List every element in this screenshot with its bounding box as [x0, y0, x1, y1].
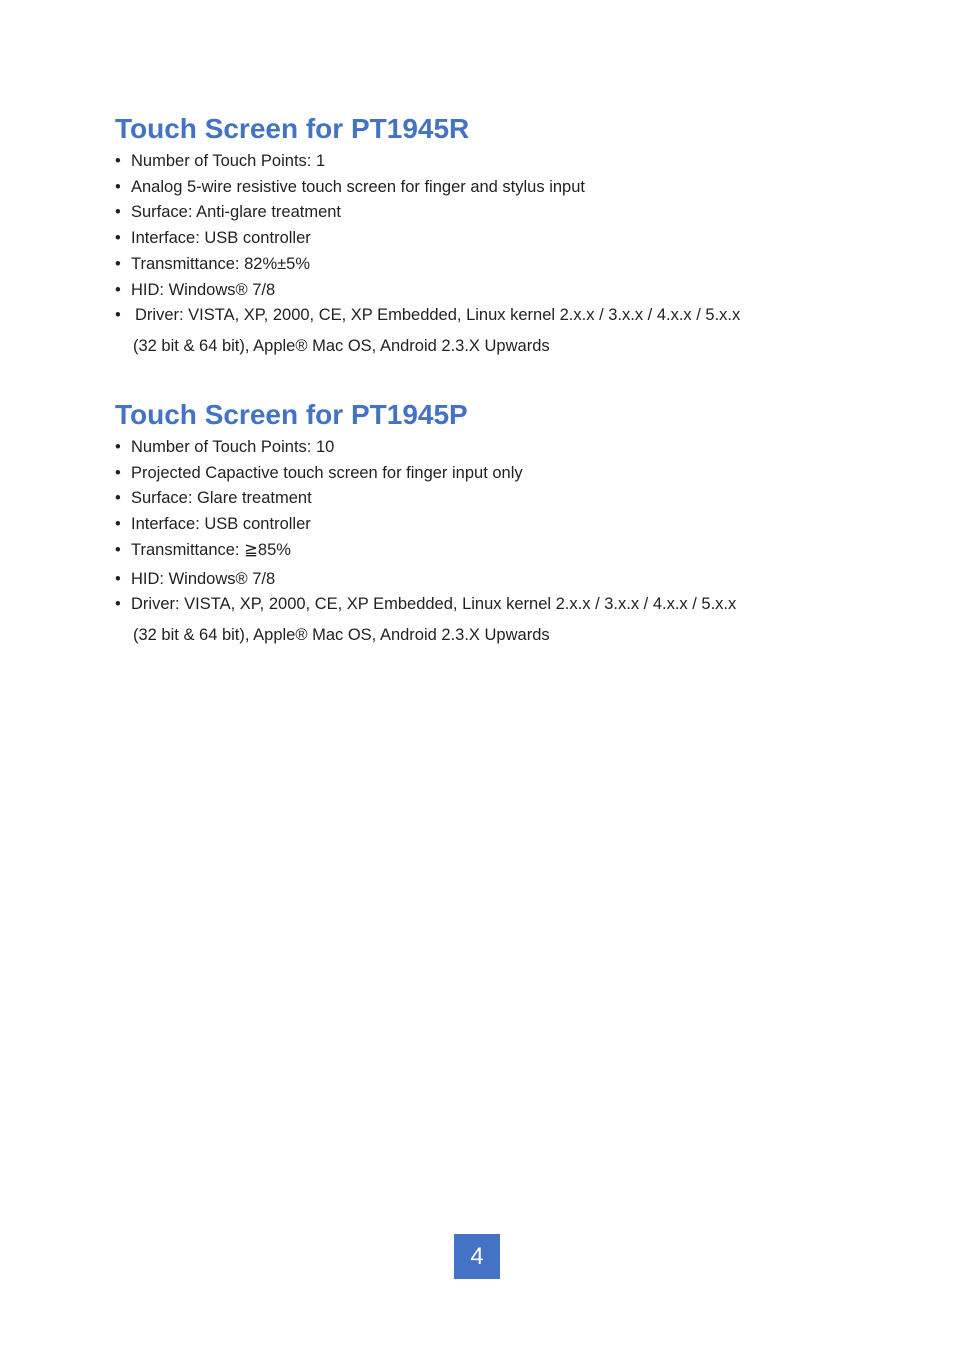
bullet-icon: •	[115, 254, 121, 273]
list-item: • Driver: VISTA, XP, 2000, CE, XP Embedded, Linux kernel 2.x.x / 3.x.x / 4.x.x / 5.x.x (32 bit & 64 bit), Apple® Mac OS, Android 2.3.X Upwards	[115, 592, 855, 650]
list-item: • Number of Touch Points: 10	[115, 435, 855, 461]
list-item: • Surface: Glare treatment	[115, 486, 855, 512]
bullet-icon: •	[115, 306, 121, 325]
list-item: • Transmittance: 82%±5%	[115, 252, 855, 278]
bullet-icon: •	[115, 438, 121, 456]
section-pt1945p	[115, 399, 855, 650]
bullet-icon: •	[115, 280, 121, 299]
list-item: • Interface: USB controller	[115, 512, 855, 538]
spec-list	[115, 435, 855, 650]
bullet-icon: •	[115, 152, 121, 170]
section-pt1945r	[115, 113, 855, 361]
bullet-icon: •	[115, 540, 121, 559]
bullet-icon: •	[115, 177, 121, 196]
bullet-icon: •	[115, 463, 121, 482]
bullet-icon: •	[115, 489, 121, 508]
bullet-icon: •	[115, 595, 121, 614]
section-title: Touch Screen for PT1945R	[115, 113, 470, 144]
list-item: • Projected Capactive touch screen for finger input only	[115, 461, 855, 487]
spec-list	[115, 149, 855, 361]
list-item: • Number of Touch Points: 1	[115, 149, 855, 175]
bullet-icon: •	[115, 515, 121, 534]
bullet-icon: •	[115, 569, 121, 588]
page-number-badge: 4	[454, 1234, 500, 1279]
list-item-continuation: (32 bit & 64 bit), Apple® Mac OS, Android 2.3.X Upwards	[133, 336, 550, 355]
list-item: • Driver: VISTA, XP, 2000, CE, XP Embedded, Linux kernel 2.x.x / 3.x.x / 4.x.x / 5.x.x (32 bit & 64 bit), Apple® Mac OS, Android 2.3.X Upwards	[115, 303, 855, 361]
list-item-continuation: (32 bit & 64 bit), Apple® Mac OS, Android 2.3.X Upwards	[133, 625, 550, 644]
list-item: • HID: Windows® 7/8	[115, 278, 855, 304]
section-title: Touch Screen for PT1945P	[115, 399, 468, 430]
list-item: • Interface: USB controller	[115, 226, 855, 252]
bullet-icon: •	[115, 203, 121, 222]
list-item: • Surface: Anti-glare treatment	[115, 200, 855, 226]
bullet-icon: •	[115, 229, 121, 248]
list-item: • HID: Windows® 7/8	[115, 567, 855, 593]
list-item: • Analog 5-wire resistive touch screen for finger and stylus input	[115, 175, 855, 201]
list-item: • Transmittance: ≧85%	[115, 538, 855, 564]
